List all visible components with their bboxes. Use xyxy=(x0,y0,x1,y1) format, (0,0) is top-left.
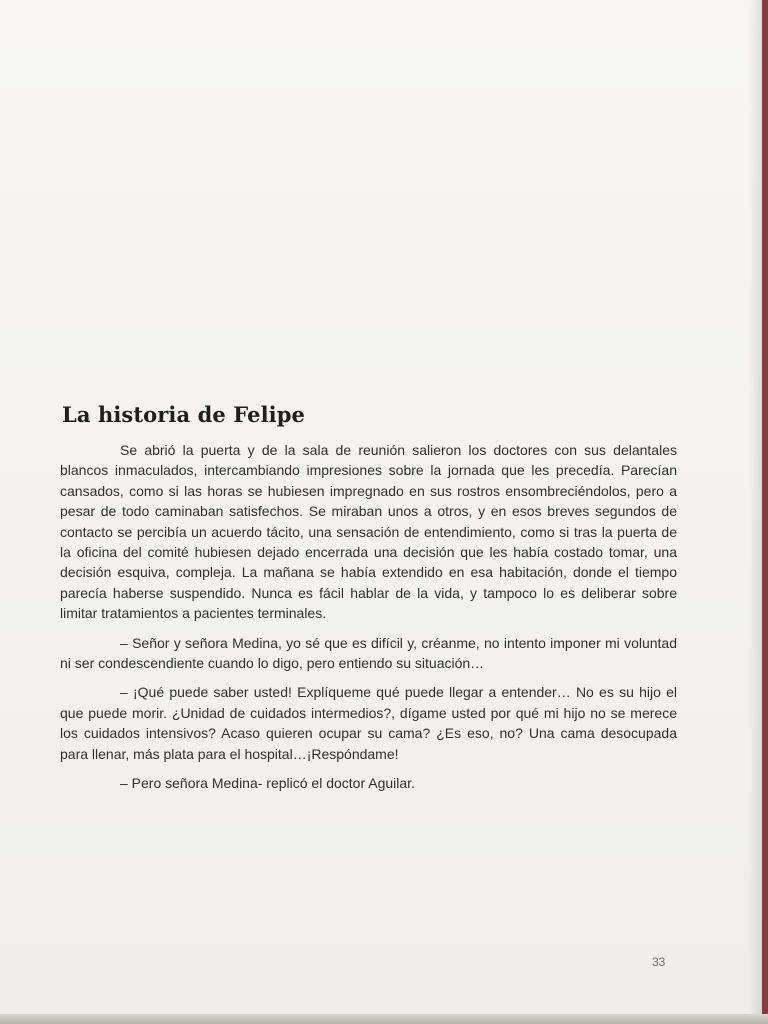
page-bottom-edge xyxy=(0,1014,768,1024)
chapter-title: La historia de Felipe xyxy=(62,402,305,427)
body-text xyxy=(60,440,677,794)
paragraph-mother-dialogue: – ¡Qué puede saber usted! Explíqueme qué puede llegar a entender… No es su hijo el que puede morir. ¿Unidad de cuidados intermedios?, dígame usted por qué mi hijo no se merece los cuidados intensivos? Acaso quieren ocupar su cama? ¿Es eso, no? Una cama desocupada para llenar, más plata para el hospital…¡Respóndame! xyxy=(60,684,677,762)
paragraph-reply: – Pero señora Medina- replicó el doctor Aguilar. xyxy=(120,775,415,792)
paragraph-doctor-dialogue: – Señor y señora Medina, yo sé que es difícil y, créanme, no intento imponer mi voluntad ni ser condescendiente cuando lo digo, pero entiendo su situación… xyxy=(60,634,677,672)
page-number: 33 xyxy=(652,955,666,969)
page-edge-shadow xyxy=(748,0,762,1014)
paragraph-narration: Se abrió la puerta y de la sala de reunión salieron los doctores con sus delantales blancos inmaculados, intercambiando impresiones sobre la jornada que les precedía. Parecían cansados, como si las horas se hubiesen impregnado en sus rostros ensombreciéndolos, pero a pesar de todo caminaban satisfechos. Se miraban unos a otros, y en esos breves segundos de contacto se percibía un acuerdo tácito, una sensación de entendimiento, como si tras la puerta de la oficina del comité hubiesen dejado encerrada una decisión que les había costado tomar, una decisión esquiva, compleja. La mañana se había extendido en esa habitación, donde el tiempo parecía haberse suspendido. Nunca es fácil hablar de la vida, y tampoco lo es deliberar sobre limitar tratamientos a pacientes terminales. xyxy=(60,442,677,622)
